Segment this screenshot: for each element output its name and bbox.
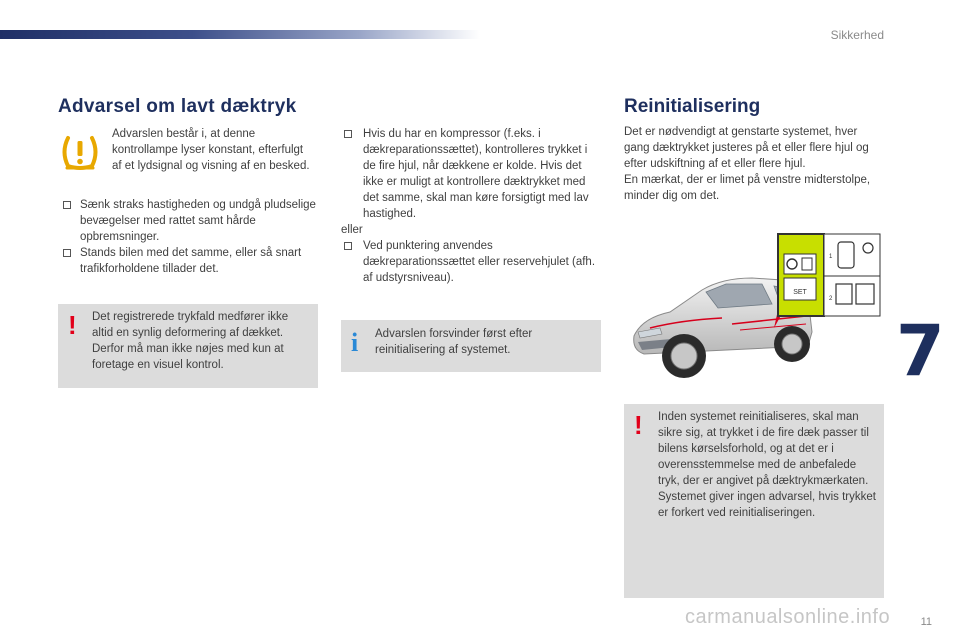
or-text: eller [341,224,363,236]
reinit-check-text: Inden systemet reinitialiseres, skal man sikre sig, at trykket i de fire dæk passer til bilens kørselsforhold, og at det er i overensstemmelse med de anbefalede tryk, der er angivet på dæktrykmærkaten. [658,411,869,487]
info-note [341,320,601,372]
list-item: Stands bilen med det samme, eller så snart trafikforholdene tillader det. [62,245,320,277]
section-title: Sikkerhed [830,28,884,42]
reinit-text: Det er nødvendigt at genstarte systemet, hver gang dæktrykket justeres på et eller flere hjul og efter udskiftning af et eller flere hjul. [624,126,869,170]
exclamation-icon: ! [634,410,643,440]
list-item: Ved punktering anvendes dækreparationssættet eller reservehjulet (afh. af udstyrsniveau). [341,238,603,286]
info-note-text: Advarslen forsvinder først efter reinitialisering af systemet. [375,328,533,356]
check-list [341,126,603,286]
page-title: Advarsel om lavt dæktryk [58,96,297,117]
set-label: SET [793,289,807,296]
reinit-paragraph [624,124,884,204]
action-list [62,197,320,277]
chapter-number: 7 [896,310,945,392]
list-item: Hvis du har en kompressor (f.eks. i dækreparationssættet), kontrolleres trykket i de fire hjul, når dækkene er kolde. Hvis det ikke er muligt at kontrollere dæktrykket med det samme, skal man køre forsigtigt med lav hastighed. [341,126,603,222]
reinit-warning-text: Systemet giver ingen advarsel, hvis trykket er forkert ved reinitialiseringen. [658,491,876,519]
warning-note [58,304,318,388]
info-icon: i [351,328,359,357]
list-item: Sænk straks hastigheden og undgå pludselige bevægelser med rattet samt hårde opbremsninger. [62,197,320,245]
warning-note-text [658,409,876,521]
warning-note-text: Det registrerede trykfald medfører ikke altid en synlig deformering af dækket. Derfor må man ikke nøjes med kun at foretage en visuel kontrol. [92,311,289,371]
section-heading: Reinitialisering [624,96,761,117]
step-2-label: 2 [829,296,833,302]
car-illustration [622,228,884,398]
page-number: 11 [920,616,932,628]
exclamation-icon: ! [68,310,77,340]
watermark: carmanualsonline.info [685,606,891,628]
intro-text: Advarslen består i, at denne kontrollampe lyser konstant, efterfulgt af et lydsignal og visning af en besked. [112,128,310,172]
step-1-label: 1 [829,254,833,260]
label-reminder-text: En mærkat, der er limet på venstre midterstolpe, minder dig om det. [624,174,871,202]
header-bar [0,30,480,39]
warning-note-reinit [624,404,884,598]
tyre-pressure-warning-icon [58,130,102,174]
